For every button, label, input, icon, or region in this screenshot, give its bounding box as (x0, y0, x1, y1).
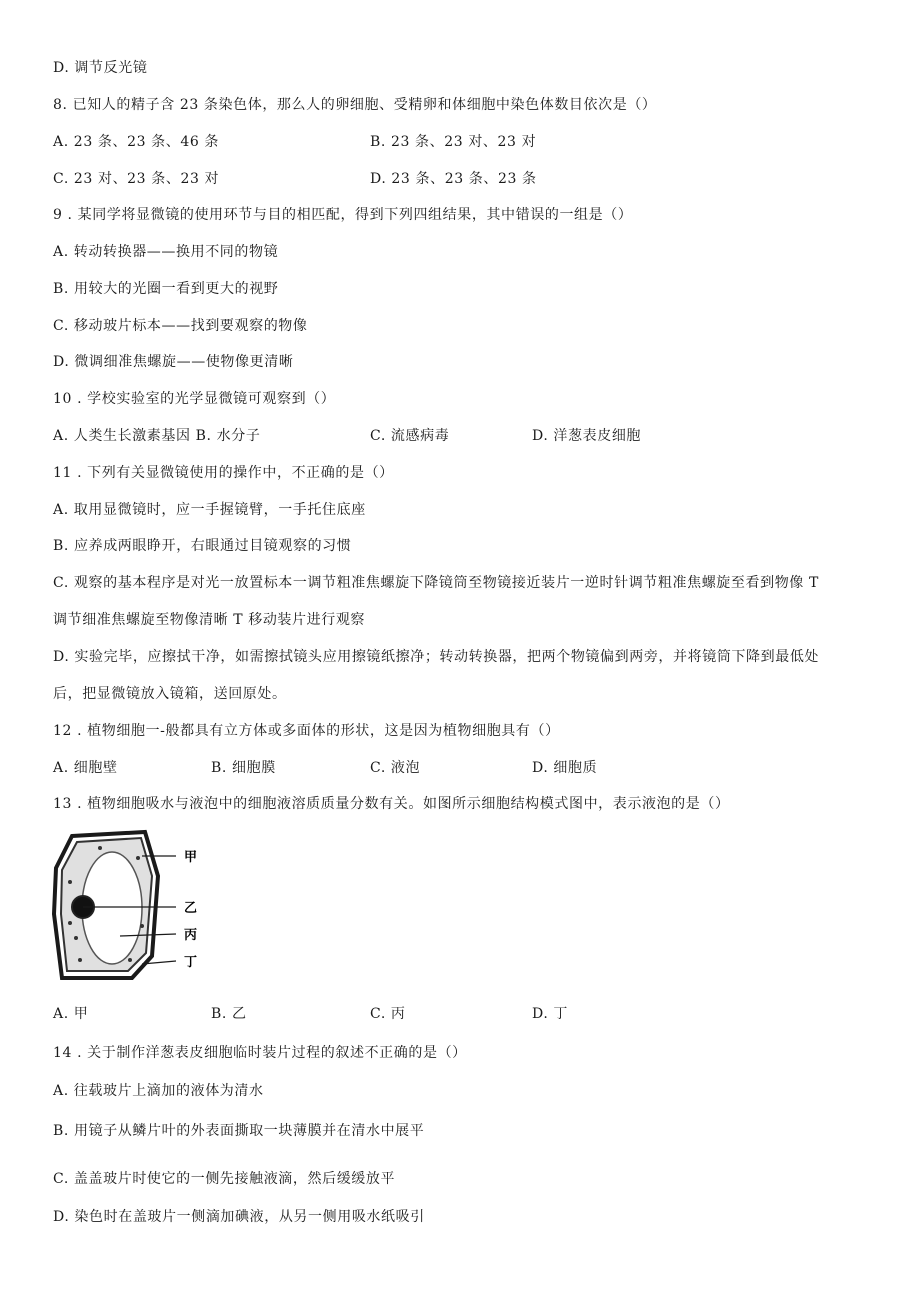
q10-option-c: C. 流感病毒 (370, 428, 450, 444)
figure-label-ding: 丁 (184, 955, 198, 970)
q14-option-c: C. 盖盖玻片时使它的一侧先接触液滴，然后缓缓放平 (53, 1171, 396, 1187)
question-9: 9 . 某同学将显微镜的使用环节与目的相匹配，得到下列四组结果，其中错误的一组是（） (53, 207, 633, 223)
q13-option-b: B. 乙 (211, 1006, 247, 1022)
figure-label-yi: 乙 (184, 901, 198, 916)
q12-option-a: A. 细胞壁 (53, 760, 118, 776)
q13-option-c: C. 丙 (370, 1006, 406, 1022)
q11-option-d-line-1: D. 实验完毕，应擦拭干净，如需擦拭镜头应用擦镜纸擦净；转动转换器，把两个物镜偏到两旁，并将镜筒下降到最低处 (53, 649, 820, 665)
q13-option-d: D. 丁 (532, 1006, 569, 1022)
plant-cell-diagram (50, 828, 220, 983)
q11-option-c-line-1: C. 观察的基本程序是对光一放置标本一调节粗准焦螺旋下降镜筒至物镜接近装片一逆时针调节粗准焦螺旋至看到物像 T (53, 575, 819, 591)
q11-option-b: B. 应养成两眼睁开，右眼通过目镜观察的习惯 (53, 538, 352, 554)
q8-option-a: A. 23 条、23 条、46 条 (53, 134, 220, 150)
question-8: 8. 已知人的精子含 23 条染色体，那么人的卵细胞、受精卵和体细胞中染色体数目依次是（） (53, 97, 657, 113)
q9-option-c: C. 移动玻片标本——找到要观察的物像 (53, 318, 308, 334)
q10-option-ab: A. 人类生长激素基因 B. 水分子 (53, 428, 261, 444)
q11-option-a: A. 取用显微镜时，应一手握镜臂，一手托住底座 (53, 502, 366, 518)
q9-option-d: D. 微调细准焦螺旋——使物像更清晰 (53, 354, 294, 370)
question-10: 10 . 学校实验室的光学显微镜可观察到（） (53, 391, 336, 407)
q10-option-d: D. 洋葱表皮细胞 (532, 428, 642, 444)
figure-label-jia: 甲 (184, 850, 198, 865)
q11-option-d-line-2: 后，把显微镜放入镜箱，送回原处。 (53, 686, 287, 702)
q12-option-b: B. 细胞膜 (211, 760, 276, 776)
question-14: 14 . 关于制作洋葱表皮细胞临时装片过程的叙述不正确的是（） (53, 1045, 467, 1061)
q9-option-a: A. 转动转换器——换用不同的物镜 (53, 244, 279, 260)
question-13: 13 . 植物细胞吸水与液泡中的细胞液溶质质量分数有关。如图所示细胞结构模式图中，表示液泡的是（） (53, 796, 730, 812)
q8-option-b: B. 23 条、23 对、23 对 (370, 134, 537, 150)
q14-option-d: D. 染色时在盖玻片一侧滴加碘液，从另一侧用吸水纸吸引 (53, 1209, 425, 1225)
q8-option-c: C. 23 对、23 条、23 对 (53, 171, 220, 187)
q14-option-b: B. 用镜子从鳞片叶的外表面撕取一块薄膜并在清水中展平 (53, 1123, 425, 1139)
q12-option-c: C. 液泡 (370, 760, 421, 776)
question-12: 12 . 植物细胞一-般都具有立方体或多面体的形状，这是因为植物细胞具有（） (53, 723, 560, 739)
figure-label-bing: 丙 (184, 928, 198, 943)
q8-option-d: D. 23 条、23 条、23 条 (370, 171, 537, 187)
question-11: 11 . 下列有关显微镜使用的操作中，不正确的是（） (53, 465, 394, 481)
q11-option-c-line-2: 调节细准焦螺旋至物像清晰 T 移动装片进行观察 (53, 612, 366, 628)
option-line: D. 调节反光镜 (53, 60, 148, 76)
q13-option-a: A. 甲 (53, 1006, 89, 1022)
q9-option-b: B. 用较大的光圈一看到更大的视野 (53, 281, 279, 297)
q14-option-a: A. 往载玻片上滴加的液体为清水 (53, 1083, 264, 1099)
q12-option-d: D. 细胞质 (532, 760, 598, 776)
